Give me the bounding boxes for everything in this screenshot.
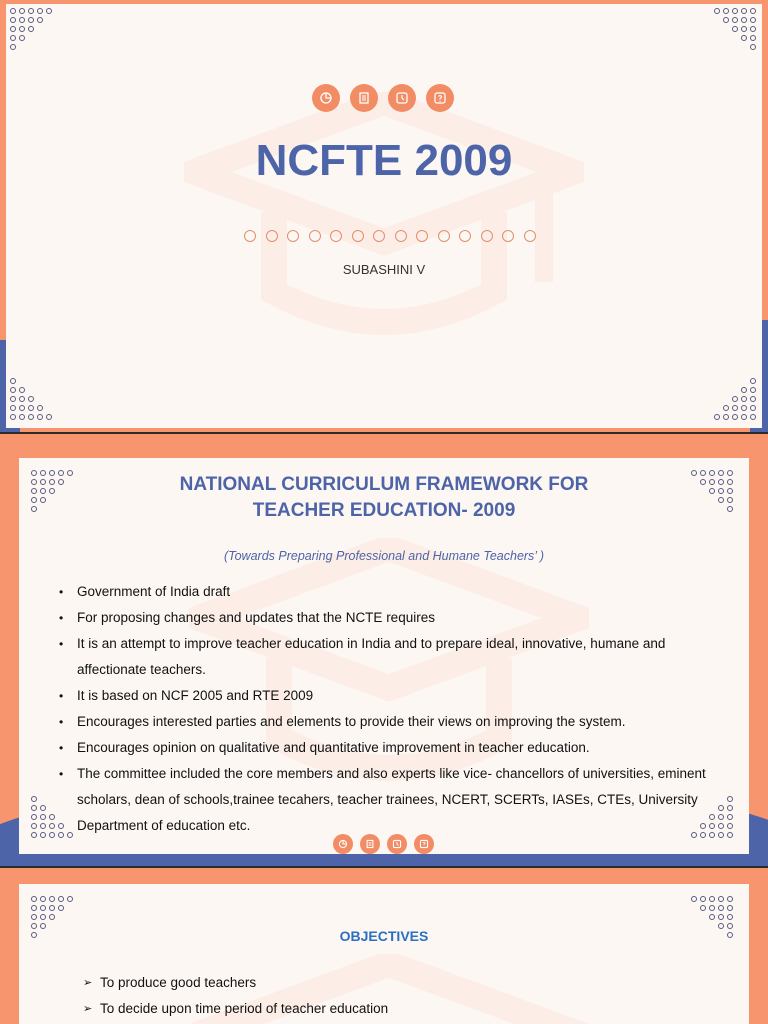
list-item: ➢ To decide upon time period of teacher education [83, 996, 388, 1022]
clock-icon [387, 834, 407, 854]
icon-row [333, 834, 434, 854]
ring-divider [244, 230, 536, 242]
help-icon [414, 834, 434, 854]
overview-card [19, 458, 749, 854]
author-name: SUBASHINI V [342, 262, 426, 277]
ncfte-overview-slide [0, 434, 768, 866]
list-item: ➢ To produce good teachers [83, 970, 388, 996]
dot-grid-bottom-left [10, 378, 52, 420]
pie-chart-icon [333, 834, 353, 854]
slide-heading-line1: NATIONAL CURRICULUM FRAMEWORK FOR [179, 474, 589, 495]
clock-icon [388, 84, 416, 112]
slide-heading-line2: TEACHER EDUCATION- 2009 [252, 500, 516, 521]
list-item: • The committee included the core members and also experts like vice- chancellors of universities, eminent scholars, dean of schools,trainee tecahers, teacher trainees, NCERT, SCERTs, IASEs, CTEs, University Department of education etc. [59, 761, 709, 839]
pie-chart-icon [312, 84, 340, 112]
document-icon [350, 84, 378, 112]
objectives-heading: OBJECTIVES [339, 928, 429, 944]
title-slide [0, 0, 768, 432]
objectives-list [83, 970, 388, 1022]
list-item: • Government of India draft [59, 579, 709, 605]
objectives-slide [0, 868, 768, 1024]
list-item: • It is based on NCF 2005 and RTE 2009 [59, 683, 709, 709]
help-icon [426, 84, 454, 112]
dot-grid-top-right [714, 8, 756, 50]
list-item: • Encourages opinion on qualitative and quantitative improvement in teacher education. [59, 735, 709, 761]
objectives-card [19, 884, 749, 1024]
document-icon [360, 834, 380, 854]
presentation-title: NCFTE 2009 [255, 136, 513, 185]
graduation-cap-icon [184, 92, 584, 352]
slide-subtitle: (Towards Preparing Professional and Humane Teachers’ ) [223, 549, 545, 563]
dot-grid-top-left [10, 8, 52, 50]
dot-grid-bottom-right [714, 378, 756, 420]
list-item: • Encourages interested parties and elements to provide their views on improving the system. [59, 709, 709, 735]
bullet-list [59, 579, 709, 839]
list-item: • It is an attempt to improve teacher education in India and to prepare ideal, innovative, humane and affectionate teachers. [59, 631, 709, 683]
title-card [6, 4, 762, 428]
list-item: • For proposing changes and updates that the NCTE requires [59, 605, 709, 631]
icon-row [312, 84, 454, 112]
